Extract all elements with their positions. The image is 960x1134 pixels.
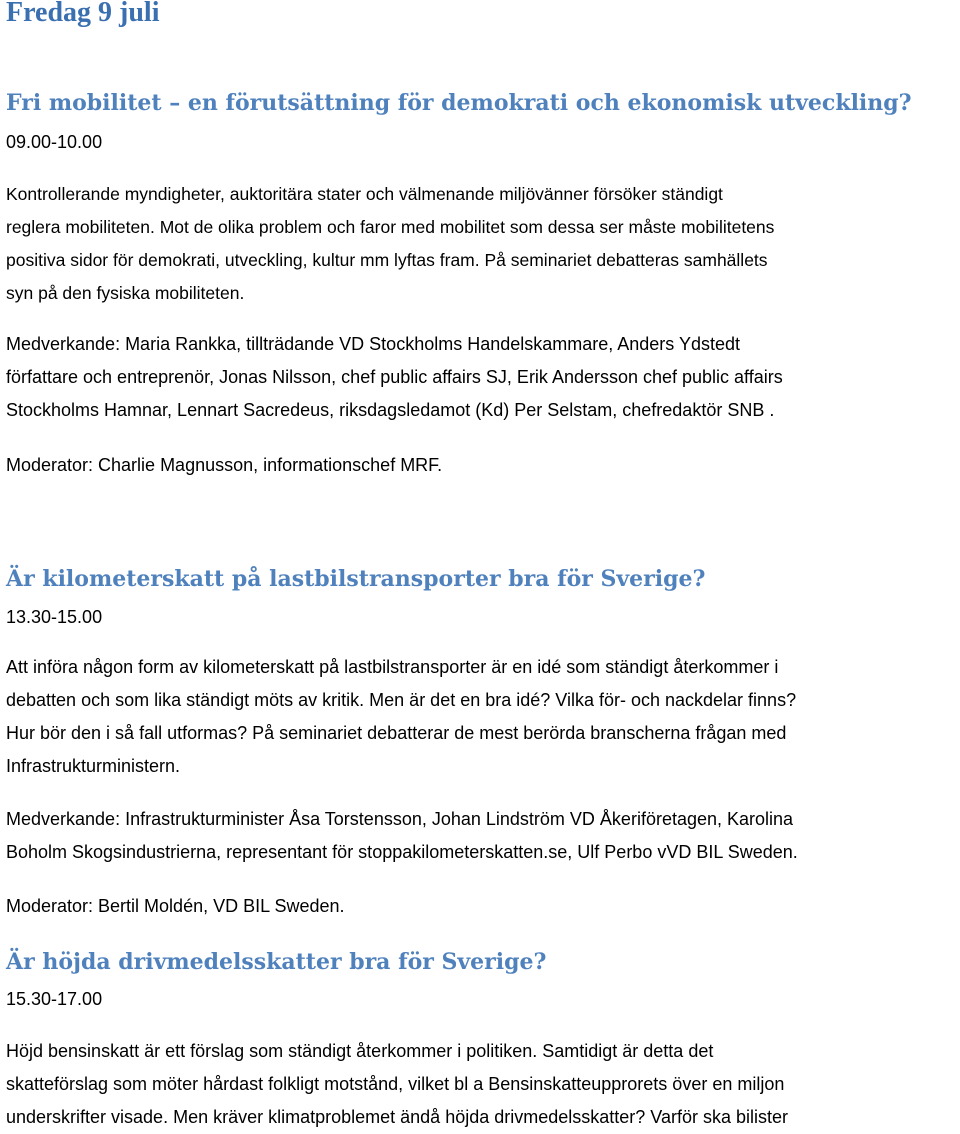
- session-title: Är kilometerskatt på lastbilstransporter bra för Sverige?: [6, 566, 706, 592]
- session-moderator: [6, 449, 958, 482]
- text-line: Boholm Skogsindustrierna, representant för stoppakilometerskatten.se, Ulf Perbo vVD BIL Sweden.: [6, 842, 798, 862]
- text-line: Infrastrukturministern.: [6, 756, 181, 776]
- text-line: Medverkande: Infrastrukturminister Åsa Torstensson, Johan Lindström VD Åkeriföretagen, Karolina: [6, 809, 794, 829]
- text-line: Stockholms Hamnar, Lennart Sacredeus, riksdagsledamot (Kd) Per Selstam, chefredaktör SNB .: [6, 400, 775, 420]
- session-participants: [6, 803, 958, 869]
- session-moderator: [6, 890, 958, 923]
- text-line: reglera mobiliteten. Mot de olika problem och faror med mobilitet som dessa ser måste mobilitetens: [6, 217, 775, 237]
- session-title: Fri mobilitet – en förutsättning för demokrati och ekonomisk utveckling?: [6, 90, 912, 116]
- session-description: [6, 651, 958, 783]
- day-title: Fredag 9 juli: [6, 0, 160, 28]
- session-time: 13.30-15.00: [6, 607, 103, 627]
- session-participants: [6, 328, 958, 427]
- text-line: positiva sidor för demokrati, utveckling, kultur mm lyftas fram. På seminariet debatteras samhällets: [6, 250, 768, 270]
- text-line: Kontrollerande myndigheter, auktoritära stater och välmenande miljövänner försöker ständigt: [6, 184, 723, 204]
- text-line: Moderator: Bertil Moldén, VD BIL Sweden.: [6, 896, 345, 916]
- text-line: Moderator: Charlie Magnusson, informationschef MRF.: [6, 455, 443, 475]
- text-line: Höjd bensinskatt är ett förslag som ständigt återkommer i politiken. Samtidigt är detta det: [6, 1041, 714, 1061]
- text-line: Medverkande: Maria Rankka, tillträdande VD Stockholms Handelskammare, Anders Ydstedt: [6, 334, 741, 354]
- text-line: skatteförslag som möter hårdast folkligt motstånd, vilket bl a Bensinskatteupprorets över en miljon: [6, 1074, 785, 1094]
- text-line: syn på den fysiska mobiliteten.: [6, 283, 245, 303]
- text-line: författare och entreprenör, Jonas Nilsson, chef public affairs SJ, Erik Andersson chef public affairs: [6, 367, 783, 387]
- session-description: [6, 178, 958, 310]
- session-time: 15.30-17.00: [6, 989, 103, 1009]
- text-line: debatten och som lika ständigt möts av kritik. Men är det en bra idé? Vilka för- och nackdelar finns?: [6, 690, 797, 710]
- text-line: Hur bör den i så fall utformas? På seminariet debatterar de mest berörda branscherna frågan med: [6, 723, 787, 743]
- session-time: 09.00-10.00: [6, 132, 103, 152]
- text-line: underskrifter visade. Men kräver klimatproblemet ändå höjda drivmedelsskatter? Varför ska bilister: [6, 1107, 788, 1127]
- session-title: Är höjda drivmedelsskatter bra för Sverige?: [6, 949, 547, 975]
- session-description: [6, 1035, 958, 1134]
- text-line: Att införa någon form av kilometerskatt på lastbilstransporter är en idé som ständigt återkommer i: [6, 657, 779, 677]
